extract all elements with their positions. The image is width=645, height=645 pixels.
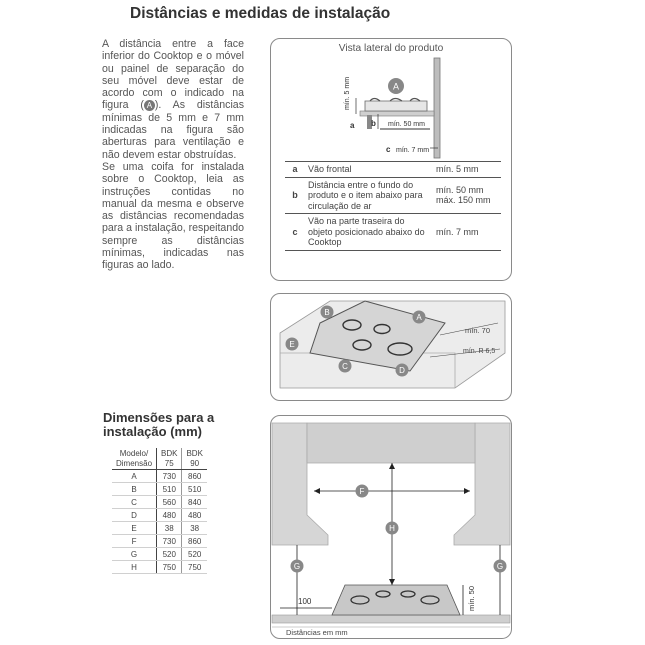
row-description: Vão frontal	[305, 162, 433, 178]
row-dim: E	[112, 522, 157, 535]
header-model-line1: Modelo/	[119, 449, 149, 458]
row-bdk90: 860	[182, 470, 207, 483]
row-bdk90: 520	[182, 548, 207, 561]
figure-reference-badge: A	[144, 100, 155, 111]
table-row	[112, 496, 207, 509]
intro-paragraph-2: Se uma coifa for instalada sobre o Cooktop, leia as instruções contidas no manual da mesma e observe as distâncias recomendadas para a instalação, respeitando sempre as distâncias mínimas, indicadas nas figuras ao lado.	[102, 160, 244, 272]
label-G-right: G	[496, 562, 504, 571]
row-bdk75: 38	[157, 522, 182, 535]
distance-table	[285, 161, 501, 251]
row-bdk75: 750	[157, 561, 182, 574]
label-c: c	[386, 145, 391, 154]
table-row	[285, 177, 501, 214]
range-hood	[307, 423, 475, 463]
row-bdk75: 560	[157, 496, 182, 509]
intro-p1-before: A distância entre a face inferior do Cooktop e o móvel ou painel de separação do seu móvel deve estar de acordo com o indicado na figura (	[102, 38, 244, 112]
cutout-view-diagram	[270, 293, 512, 401]
row-description: Vão na parte traseira do objeto posicionado abaixo do Cooktop	[305, 214, 433, 251]
label-B: B	[324, 308, 330, 317]
label-F: F	[359, 487, 365, 496]
page-title: Distâncias e medidas de instalação	[130, 5, 391, 22]
header-model	[112, 448, 157, 470]
row-dim: G	[112, 548, 157, 561]
elevation-view-diagram	[270, 415, 512, 639]
dim-F-arrow-right	[464, 488, 470, 494]
table-row	[112, 522, 207, 535]
header-model-line2: Dimensão	[116, 458, 153, 468]
countertop	[272, 615, 510, 623]
intro-paragraph-1	[102, 38, 244, 161]
cooktop-body	[365, 101, 427, 111]
row-dim: C	[112, 496, 157, 509]
label-D: D	[399, 366, 405, 375]
header-bdk75	[157, 448, 182, 470]
label-A2: A	[416, 313, 422, 322]
min7-label: mín. 7 mm	[396, 147, 430, 154]
dimensions-table	[112, 448, 207, 574]
row-bdk90: 38	[182, 522, 207, 535]
row-bdk75: 520	[157, 548, 182, 561]
label-G-left: G	[293, 562, 301, 571]
row-value: mín. 7 mm	[433, 214, 501, 251]
label-a: a	[350, 121, 355, 130]
min70-label: mín. 70	[465, 326, 491, 335]
side-view-diagram	[270, 38, 512, 163]
label-b: b	[371, 119, 376, 128]
elevation-caption: Distâncias em mm	[286, 628, 348, 637]
row-bdk75: 730	[157, 470, 182, 483]
row-bdk75: 480	[157, 509, 182, 522]
header-bdk90-line2: 90	[190, 458, 200, 468]
wall-panel	[434, 58, 440, 158]
min50-label: mín. 50 mm	[388, 121, 425, 128]
min50-label: mín. 50	[467, 585, 476, 611]
row-value: mín. 5 mm	[433, 162, 501, 178]
table-row	[112, 470, 207, 483]
row-bdk90: 840	[182, 496, 207, 509]
row-dim: F	[112, 535, 157, 548]
dim-H-arrow-top	[389, 463, 395, 469]
label-C: C	[342, 362, 348, 371]
table-row	[285, 214, 501, 251]
row-dim: H	[112, 561, 157, 574]
table-row	[112, 483, 207, 496]
row-bdk75: 510	[157, 483, 182, 496]
row-dim: B	[112, 483, 157, 496]
dimensions-title-line1: Dimensões para a	[103, 410, 215, 425]
table-row	[112, 548, 207, 561]
row-value: mín. 50 mm máx. 150 mm	[433, 177, 501, 214]
dim-H-arrow-bottom	[389, 579, 395, 585]
table-row	[112, 509, 207, 522]
dim-100-label: 100	[298, 597, 312, 606]
row-dim: D	[112, 509, 157, 522]
row-letter: a	[285, 162, 305, 178]
row-bdk90: 480	[182, 509, 207, 522]
intro-p1-after: ). As distâncias mínimas de 5 mm e 7 mm indicadas na figura são aberturas para ventilação e não devem estar obstruídas.	[102, 99, 244, 161]
header-bdk75-line2: 75	[164, 458, 174, 468]
row-letter: b	[285, 177, 305, 214]
header-bdk75-line1: BDK	[161, 449, 178, 458]
dimensions-title-line2: instalação (mm)	[103, 424, 202, 439]
label-H: H	[389, 524, 395, 533]
row-bdk90: 750	[182, 561, 207, 574]
min5-label: mín. 5 mm	[344, 76, 351, 110]
label-A: A	[392, 81, 400, 92]
header-bdk90-line1: BDK	[186, 449, 203, 458]
table-row	[112, 535, 207, 548]
label-E: E	[289, 340, 295, 349]
row-bdk90: 510	[182, 483, 207, 496]
table-row	[285, 162, 501, 178]
row-description: Distância entre o fundo do produto e o item abaixo para circulação de ar	[305, 177, 433, 214]
row-letter: c	[285, 214, 305, 251]
side-view-caption: Vista lateral do produto	[338, 43, 444, 54]
row-bdk90: 860	[182, 535, 207, 548]
table-row	[112, 561, 207, 574]
dim-F-arrow-left	[314, 488, 320, 494]
dimensions-title	[103, 411, 214, 439]
row-dim: A	[112, 470, 157, 483]
row-bdk75: 730	[157, 535, 182, 548]
table-header-row	[112, 448, 207, 470]
minR-label: mín. R 6,5	[463, 348, 496, 355]
intro-text	[102, 38, 244, 272]
header-bdk90	[182, 448, 207, 470]
